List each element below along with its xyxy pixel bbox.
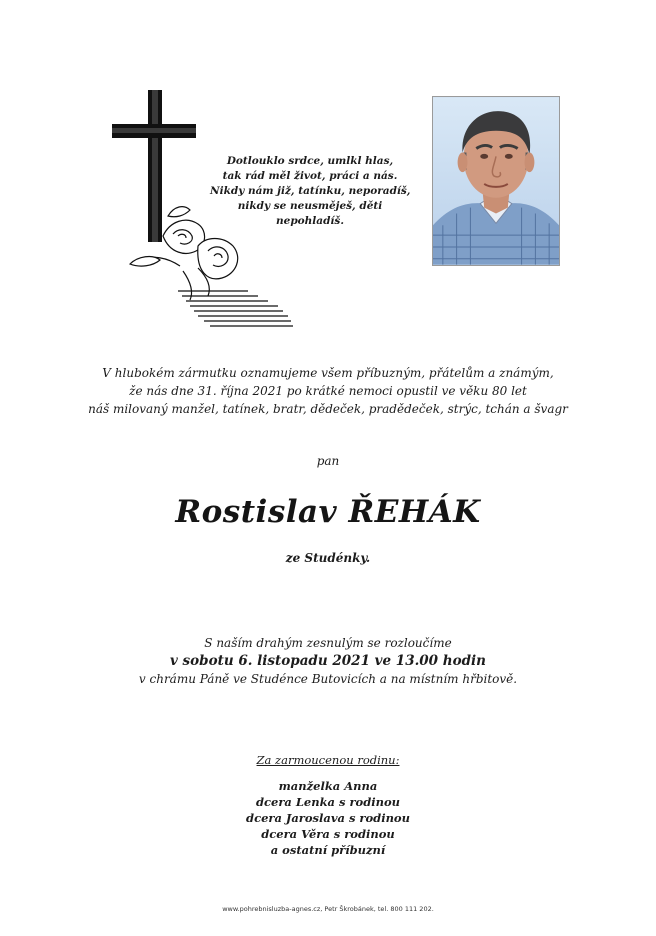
- family-list: [0, 752, 656, 858]
- memorial-poem: [210, 154, 410, 229]
- funeral-service-footer: www.pohrebnisluzba-agnes.cz, Petr Škrobánek, tel. 800 111 202.: [222, 905, 434, 913]
- farewell-info: [0, 634, 656, 688]
- announcement-line: že nás dne 31. října 2021 po krátké nemoci opustil ve věku 80 let: [129, 384, 527, 398]
- salutation: pan: [316, 454, 340, 468]
- farewell-date: v sobotu 6. listopadu 2021 ve 13.00 hodin: [170, 653, 486, 669]
- family-member: dcera Jaroslava s rodinou: [246, 811, 410, 825]
- deceased-name: Rostislav ŘEHÁK: [175, 494, 481, 530]
- farewell-place: v chrámu Páně ve Studénce Butovicích a na místním hřbitově.: [138, 672, 518, 686]
- family-heading: Za zarmoucenou rodinu:: [256, 753, 400, 767]
- family-member: dcera Lenka s rodinou: [255, 795, 401, 809]
- announcement-text: [0, 364, 656, 418]
- poem-line: Dotlouklo srdce, umlkl hlas,: [226, 155, 394, 167]
- poem-line: tak rád měl život, práci a nás.: [222, 170, 398, 182]
- family-member: manželka Anna: [278, 779, 378, 793]
- announcement-line: náš milovaný manžel, tatínek, bratr, dědeček, pradědeček, strýc, tchán a švagr: [88, 402, 568, 416]
- farewell-intro: S naším drahým zesnulým se rozloučíme: [204, 636, 452, 650]
- poem-line: nepohladíš.: [276, 215, 344, 227]
- portrait-photo: [432, 96, 560, 266]
- deceased-origin: ze Studénky.: [285, 551, 371, 565]
- family-member: dcera Věra s rodinou: [261, 827, 395, 841]
- poem-line: Nikdy nám již, tatínku, neporadíš,: [210, 185, 411, 197]
- poem-line: nikdy se neusměješ, děti: [237, 200, 383, 212]
- family-member: a ostatní příbuzní: [270, 843, 386, 857]
- announcement-line: V hlubokém zármutku oznamujeme všem příbuzným, přátelům a známým,: [102, 366, 554, 380]
